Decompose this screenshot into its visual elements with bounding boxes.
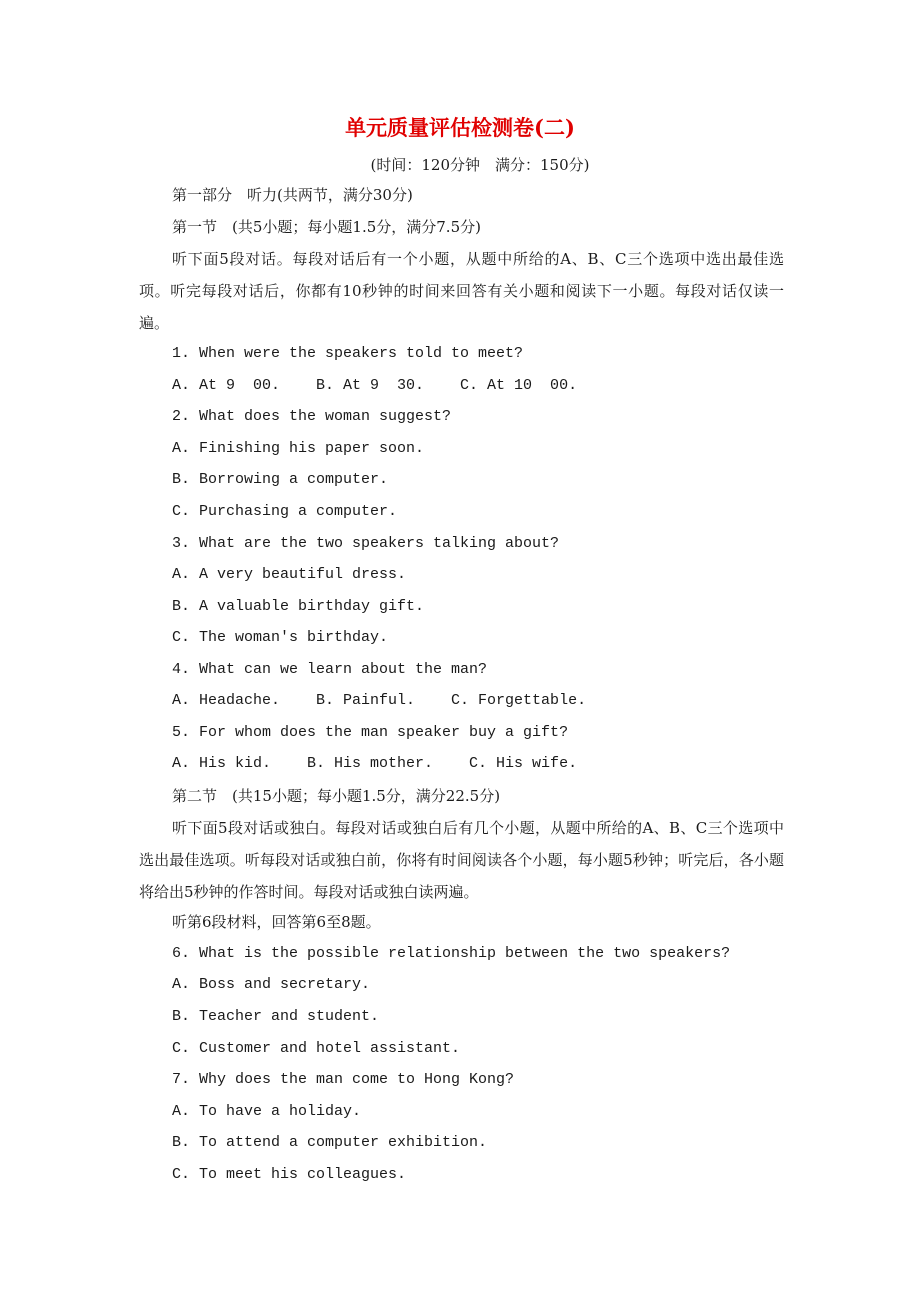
question-2-option-b: B. Borrowing a computer. — [172, 471, 389, 488]
question-7: 7. Why does the man come to Hong Kong? — [172, 1071, 515, 1088]
instruction-paragraph: 听下面5段对话。每段对话后有一个小题，从题中所给的A、B、C三个选项中选出最佳选项。听完每段对话后，你都有10秒钟的时间来回答有关小题和阅读下一小题。每段对话仅读一遍。 — [139, 250, 784, 332]
question-5: 5. For whom does the man speaker buy a gift? — [172, 724, 569, 741]
question-5-options: A. His kid. B. His mother. C. His wife. — [172, 755, 578, 772]
question-7-option-b: B. To attend a computer exhibition. — [172, 1134, 488, 1151]
question-1-options: A. At 9 00. B. At 9 30. C. At 10 00. — [172, 377, 578, 394]
question-7-option-c: C. To meet his colleagues. — [172, 1166, 407, 1183]
question-2: 2. What does the woman suggest? — [172, 408, 452, 425]
question-6-option-b: B. Teacher and student. — [172, 1008, 380, 1025]
question-2-option-a: A. Finishing his paper soon. — [172, 440, 425, 457]
instruction-paragraph: 听下面5段对话或独白。每段对话或独白后有几个小题，从题中所给的A、B、C三个选项中选出最佳选项。听每段对话或独白前，你将有时间阅读各个小题，每小题5秒钟；听完后，各小题将给出5秒钟的作答时间。每段对话或独白读两遍。 — [139, 819, 784, 901]
question-6-option-c: C. Customer and hotel assistant. — [172, 1040, 461, 1057]
part-heading: 第一部分 听力(共两节，满分30分) — [172, 186, 413, 204]
question-3-option-c: C. The woman's birthday. — [172, 629, 389, 646]
section-heading: 第一节 (共5小题；每小题1.5分，满分7.5分) — [172, 218, 481, 236]
section-heading: 第二节 (共15小题；每小题1.5分，满分22.5分) — [172, 787, 501, 805]
question-3-option-a: A. A very beautiful dress. — [172, 566, 407, 583]
question-3-option-b: B. A valuable birthday gift. — [172, 598, 425, 615]
question-3: 3. What are the two speakers talking about? — [172, 535, 560, 552]
question-6-option-a: A. Boss and secretary. — [172, 976, 371, 993]
exam-time-score: (时间：120分钟 满分：150分) — [370, 156, 590, 174]
material-note: 听第6段材料，回答第6至8题。 — [172, 913, 381, 931]
question-1: 1. When were the speakers told to meet? — [172, 345, 524, 362]
question-6: 6. What is the possible relationship between the two speakers? — [172, 945, 731, 962]
question-2-option-c: C. Purchasing a computer. — [172, 503, 398, 520]
question-7-option-a: A. To have a holiday. — [172, 1103, 362, 1120]
question-4: 4. What can we learn about the man? — [172, 661, 488, 678]
page-title: 单元质量评估检测卷(二) — [345, 115, 575, 140]
question-4-options: A. Headache. B. Painful. C. Forgettable. — [172, 692, 587, 709]
